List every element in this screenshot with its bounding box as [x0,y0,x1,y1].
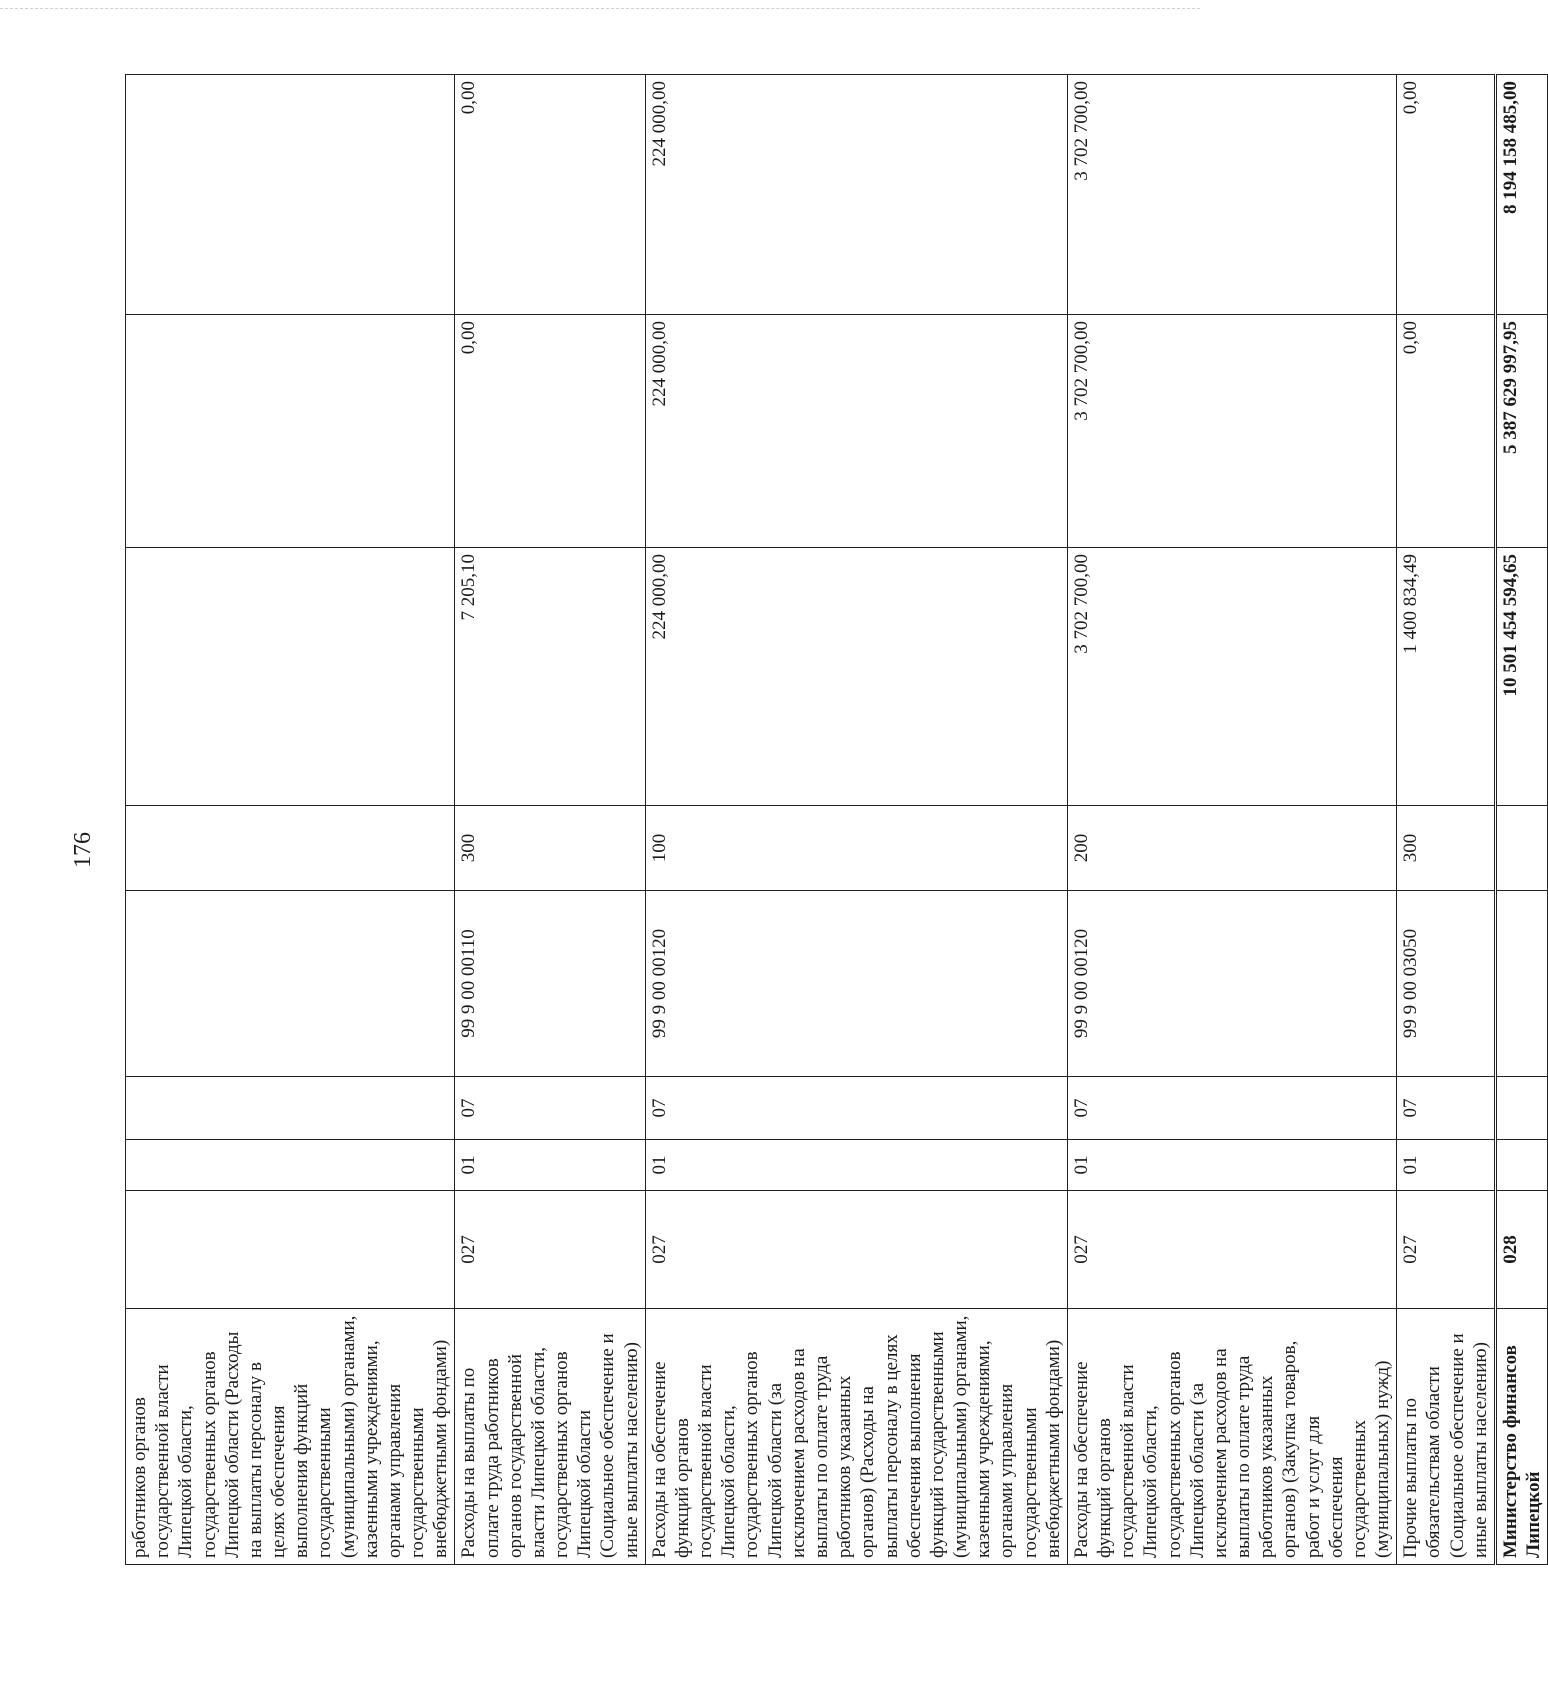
ministry-name: Министерство финансов Липецкой [1495,1309,1547,1565]
ministry-code: 027 [455,1191,645,1309]
target-article-code: 99 9 00 00120 [645,891,1067,1077]
subsection-code: 07 [455,1077,645,1140]
target-article-code [1495,891,1547,1077]
table-row [455,75,645,1565]
budget-table [125,74,1548,1565]
target-article-code: 99 9 00 00110 [455,891,645,1077]
sum-total: 3 702 700,00 [1067,548,1396,806]
sum-column-2: 3 702 700,00 [1067,315,1396,548]
section-code: 01 [1397,1140,1496,1191]
row-description: Расходы на обеспечение функций органов государственной власти Липецкой области, государственных органов Липецкой области (за исключением расходов на выплаты по оплате труда работников указанных органов) (Закупка товаров, работ и услуг для обеспечения государственных (муниципальных) нужд) [1067,1309,1396,1565]
sum-column-2: 0,00 [455,315,645,548]
sum-column-3: 0,00 [455,75,645,315]
expense-type-code: 300 [1397,806,1496,891]
subsection-code: 07 [645,1077,1067,1140]
subsection-code [1495,1077,1547,1140]
ministry-code: 027 [1067,1191,1396,1309]
expense-type-code: 200 [1067,806,1396,891]
sum-total [126,548,455,806]
target-article-code [126,891,455,1077]
ministry-code [126,1191,455,1309]
table-row [1397,75,1496,1565]
ministry-code: 027 [1397,1191,1496,1309]
ministry-total-row [1495,75,1547,1565]
table-row [126,75,455,1565]
sum-total: 1 400 834,49 [1397,548,1496,806]
row-description: Расходы на выплаты по оплате труда работников органов государственной власти Липецкой области, государственных органов Липецкой области (Социальное обеспечение и иные выплаты населению) [455,1309,645,1565]
sum-column-3: 224 000,00 [645,75,1067,315]
sum-column-3: 3 702 700,00 [1067,75,1396,315]
section-code: 01 [1067,1140,1396,1191]
total-sum-column-2: 5 387 629 997,95 [1495,315,1547,548]
sum-column-2: 0,00 [1397,315,1496,548]
section-code [126,1140,455,1191]
expense-type-code: 100 [645,806,1067,891]
expense-type-code [1495,806,1547,891]
section-code: 01 [645,1140,1067,1191]
sum-column-2 [126,315,455,548]
section-code [1495,1140,1547,1191]
subsection-code [126,1077,455,1140]
total-sum: 10 501 454 594,65 [1495,548,1547,806]
sum-column-2: 224 000,00 [645,315,1067,548]
ministry-code: 027 [645,1191,1067,1309]
sum-column-3 [126,75,455,315]
row-description: Прочие выплаты по обязательствам области (Социальное обеспечение и иные выплаты населению) [1397,1309,1496,1565]
target-article-code: 99 9 00 00120 [1067,891,1396,1077]
rotated-table-container [125,75,1545,1565]
sum-column-3: 0,00 [1397,75,1496,315]
section-code: 01 [455,1140,645,1191]
table-row [645,75,1067,1565]
table-row [1067,75,1396,1565]
sum-total: 224 000,00 [645,548,1067,806]
scan-edge-line [0,8,1200,9]
total-sum-column-3: 8 194 158 485,00 [1495,75,1547,315]
page-number: 176 [70,832,96,868]
sum-total: 7 205,10 [455,548,645,806]
row-description: Расходы на обеспечение функций органов государственной власти Липецкой области, государственных органов Липецкой области (за исключением расходов на выплаты по оплате труда работников указанных органов) (Расходы на выплаты персоналу в целях обеспечения выполнения функций государственными (муниципальными) органами, казенными учреждениями, органами управления государственными внебюджетными фондами) [645,1309,1067,1565]
subsection-code: 07 [1067,1077,1396,1140]
expense-type-code [126,806,455,891]
subsection-code: 07 [1397,1077,1496,1140]
row-description: работников органов государственной власти Липецкой области, государственных органов Липецкой области (Расходы на выплаты персоналу в целях обеспечения выполнения функций государственными (муниципальными) органами, казенными учреждениями, органами управления государственными внебюджетными фондами) [126,1309,455,1565]
ministry-code: 028 [1495,1191,1547,1309]
target-article-code: 99 9 00 03050 [1397,891,1496,1077]
expense-type-code: 300 [455,806,645,891]
